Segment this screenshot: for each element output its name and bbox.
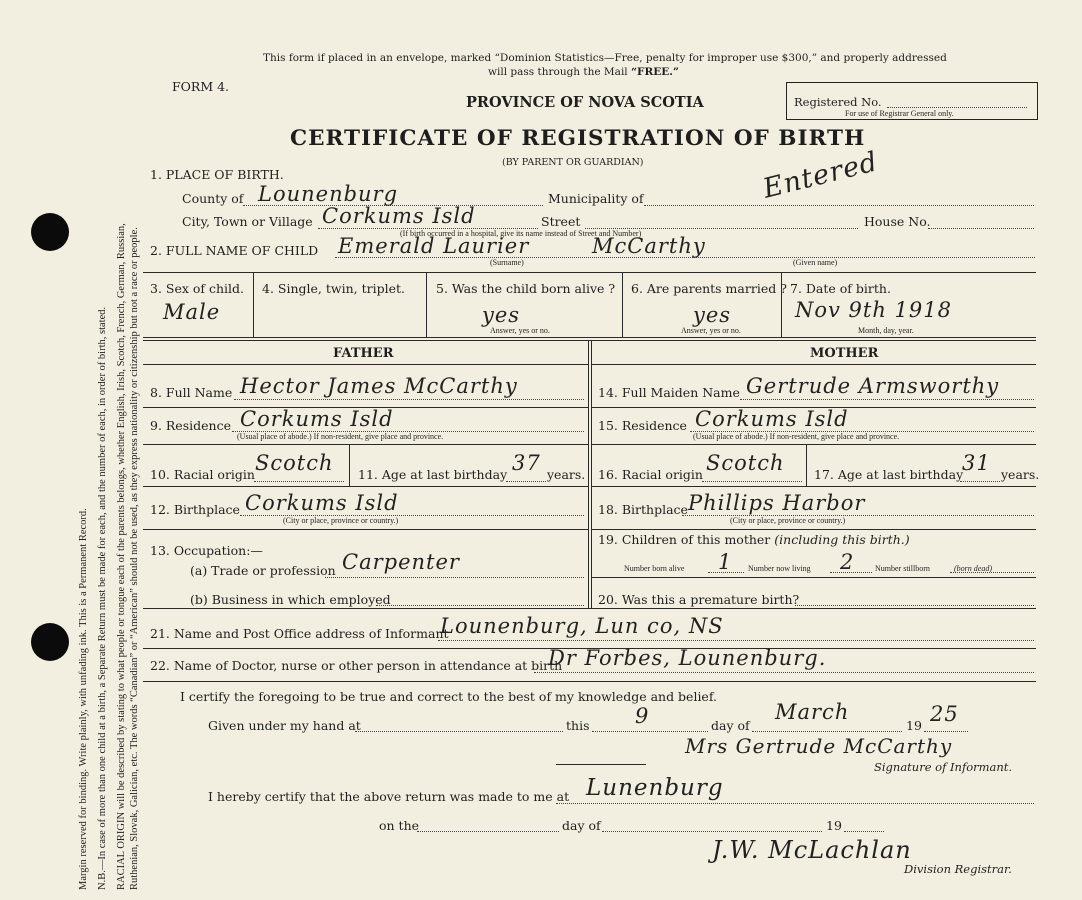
born-alive-label: 5. Was the child born alive ? — [436, 281, 616, 296]
mother-residence-note: (Usual place of abode.) If non-resident, give place and province. — [693, 432, 900, 441]
father-racial-label: 10. Racial origin — [150, 467, 255, 482]
registrar-year-prefix: 19 — [826, 818, 842, 833]
hospital-note: (If birth occurred in a hospital, give its name instead of Street and Number) — [400, 229, 642, 238]
mother-racial-value: Scotch — [706, 451, 785, 475]
postal-notice-line1: This form if placed in an envelope, marked “Dominion Statistics—Free, penalty for improper use $300,” and properly addressed — [263, 52, 947, 64]
child-given-name: Emerald Laurier — [338, 234, 530, 258]
father-residence-value: Corkums Isld — [240, 407, 394, 431]
municipality-label: Municipality of — [548, 191, 644, 206]
postal-notice-free: “FREE.” — [631, 66, 679, 78]
father-name-value: Hector James McCarthy — [240, 374, 518, 398]
cert-day-of-label: day of — [711, 718, 750, 733]
occupation-label: 13. Occupation:— — [150, 543, 263, 558]
certificate-title: CERTIFICATE OF REGISTRATION OF BIRTH — [290, 126, 866, 151]
father-racial-value: Scotch — [255, 451, 334, 475]
father-birthplace-label: 12. Birthplace — [150, 502, 240, 517]
mother-years-label: years. — [1001, 467, 1040, 482]
dob-label: 7. Date of birth. — [790, 281, 891, 296]
registrar-signature: J.W. McLachlan — [712, 836, 912, 864]
registrar-place: Lunenburg — [586, 775, 724, 801]
cert-day: 9 — [635, 704, 650, 728]
postal-notice-text: will pass through the Mail — [488, 66, 628, 78]
business-label: (b) Business in which employed — [190, 592, 391, 607]
county-label: County of — [182, 191, 244, 206]
street-label: Street — [541, 214, 581, 229]
postal-notice-line2 — [488, 66, 679, 78]
margin-note-nb: N.B.—In case of more than one child at a birth, a Separate Return must be made for each, and the number of each, in order of birth, stated. — [97, 306, 108, 890]
born-alive-count-label: Number born alive — [624, 564, 685, 573]
parents-married-note: Answer, yes or no. — [681, 326, 741, 335]
city-value: Corkums Isld — [322, 204, 476, 228]
informant-value: Lounenburg, Lun co, NS — [440, 614, 724, 638]
margin-note-racial-2: Ruthenian, Slovak, Galician, etc. The words “Canadian” or “American” should not be used, as they express nationality or citizenship but not a race or people. — [129, 227, 140, 890]
premature-label: 20. Was this a premature birth? — [598, 592, 800, 607]
registrar-certify-statement: I hereby certify that the above return was made to me at — [208, 789, 570, 804]
given-under-label: Given under my hand at — [208, 718, 361, 733]
sex-label: 3. Sex of child. — [150, 281, 245, 296]
children-label — [598, 532, 910, 547]
mother-age-value: 31 — [962, 451, 991, 475]
city-label: City, Town or Village — [182, 214, 313, 229]
now-living-label: Number now living — [748, 564, 811, 573]
trade-value: Carpenter — [342, 550, 460, 574]
stillborn-note: (born dead) — [954, 564, 992, 573]
mother-name-label: 14. Full Maiden Name — [598, 385, 740, 400]
father-heading: FATHER — [333, 346, 394, 361]
province-heading: PROVINCE OF NOVA SCOTIA — [466, 94, 704, 111]
child-name-label: 2. FULL NAME OF CHILD — [150, 243, 319, 258]
place-of-birth-heading: 1. PLACE OF BIRTH. — [150, 167, 284, 182]
cert-month: March — [775, 700, 850, 724]
father-residence-label: 9. Residence — [150, 418, 231, 433]
mother-racial-label: 16. Racial origin — [598, 467, 703, 482]
stillborn-label: Number stillborn — [875, 564, 930, 573]
registered-box — [786, 82, 1038, 120]
this-label: this — [566, 718, 590, 733]
informant-label: 21. Name and Post Office address of Informant — [150, 626, 449, 641]
father-age-value: 37 — [512, 451, 541, 475]
given-name-note: (Given name) — [793, 258, 838, 267]
division-registrar-label: Division Registrar. — [904, 862, 1012, 876]
mother-birthplace-label: 18. Birthplace — [598, 502, 688, 517]
born-alive-note: Answer, yes or no. — [490, 326, 550, 335]
certify-statement: I certify the foregoing to be true and correct to the best of my knowledge and belief. — [180, 689, 717, 704]
parents-married-label: 6. Are parents married ? — [631, 281, 787, 296]
binding-hole-top — [31, 213, 69, 251]
now-living-count: 2 — [840, 550, 855, 574]
dob-note: Month, day, year. — [858, 326, 914, 335]
father-birthplace-note: (City or place, province or country.) — [283, 516, 399, 525]
margin-note-racial-1: RACIAL ORIGIN will be described by stating to what people or tongue each of the parents belongs, whether English, Irish, Scotch, French, German, Russian, — [116, 223, 127, 890]
signature-informant-label: Signature of Informant. — [874, 760, 1013, 774]
surname-note: (Surname) — [490, 258, 524, 267]
informant-signature: Mrs Gertrude McCarthy — [685, 734, 953, 758]
entered-stamp: Entered — [759, 146, 882, 205]
mother-name-value: Gertrude Armsworthy — [746, 374, 1000, 398]
cert-year-prefix: 19 — [906, 718, 922, 733]
registered-label: Registered No. — [794, 95, 882, 109]
children-label-note: (including this birth.) — [774, 532, 910, 547]
born-alive-value: yes — [482, 303, 521, 327]
sex-value: Male — [163, 300, 221, 324]
registered-note: For use of Registrar General only. — [845, 109, 954, 118]
born-alive-count: 1 — [718, 550, 733, 574]
registrar-on-label: on the — [379, 818, 420, 833]
margin-note-binding: Margin reserved for binding. Write plainly, with unfading ink. This is a Permanent Record. — [78, 508, 89, 890]
doctor-label: 22. Name of Doctor, nurse or other person in attendance at birth — [150, 658, 563, 673]
registrar-day-label: day of — [562, 818, 601, 833]
dob-value: Nov 9th 1918 — [795, 298, 953, 322]
form-number: FORM 4. — [172, 79, 230, 94]
certificate-subtitle: (BY PARENT OR GUARDIAN) — [502, 157, 644, 168]
binding-hole-bottom — [31, 623, 69, 661]
father-name-label: 8. Full Name — [150, 385, 233, 400]
parents-married-value: yes — [693, 303, 732, 327]
house-number-label: House No. — [864, 214, 931, 229]
mother-heading: MOTHER — [810, 346, 879, 361]
father-birthplace-value: Corkums Isld — [245, 491, 399, 515]
father-residence-note: (Usual place of abode.) If non-resident, give place and province. — [237, 432, 444, 441]
cert-year: 25 — [930, 702, 959, 726]
father-years-label: years. — [547, 467, 586, 482]
mother-residence-label: 15. Residence — [598, 418, 687, 433]
doctor-value: Dr Forbes, Lounenburg. — [548, 646, 827, 670]
child-surname: McCarthy — [592, 234, 706, 258]
county-value: Lounenburg — [258, 182, 399, 206]
trade-label: (a) Trade or profession — [190, 563, 336, 578]
mother-age-label: 17. Age at last birthday — [814, 467, 964, 482]
father-age-label: 11. Age at last birthday — [358, 467, 508, 482]
mother-birthplace-note: (City or place, province or country.) — [730, 516, 846, 525]
mother-residence-value: Corkums Isld — [695, 407, 849, 431]
children-label-text: 19. Children of this mother — [598, 532, 771, 547]
single-twin-label: 4. Single, twin, triplet. — [262, 281, 405, 296]
mother-birthplace-value: Phillips Harbor — [688, 491, 866, 515]
